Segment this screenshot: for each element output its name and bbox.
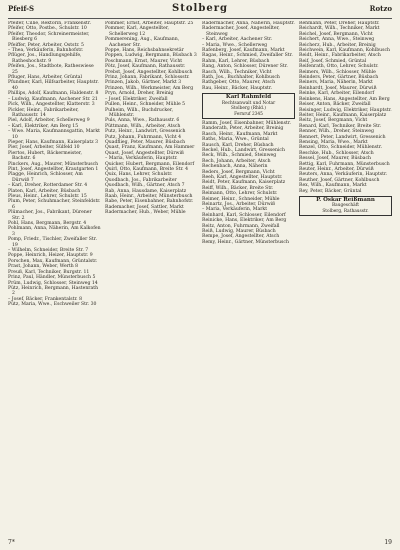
directory-entry: Puls, Anna, Wwe., Rathausstr. 6 bbox=[105, 118, 180, 124]
directory-entry: Rau, Heinr., Bäcker, Hauptstr. bbox=[202, 85, 273, 91]
directory-entry: Preuß, Karl, Techniker, Burgstr. 11 bbox=[8, 269, 90, 275]
advertisement-box bbox=[202, 93, 295, 119]
directory-entry: Prinzen, Wilh., Werkmeister, Am Berg bbox=[105, 85, 194, 91]
directory-entry: Reckel, Hub., Landwirt, Gressenich bbox=[202, 147, 285, 153]
directory-entry: Reichert, Anna, Wwe., Steinweg bbox=[299, 37, 375, 43]
directory-entry: Pinckers, Aug., Maurer, Münsterbusch bbox=[8, 161, 99, 167]
directory-entry: Pfluger, Hans, Arbeiter, Grüntal bbox=[8, 75, 83, 81]
directory-entry: Phillips, Adolf, Kaufmann, Haldenstr. 8 bbox=[8, 91, 99, 97]
directory-entry: Pryn, Arnold, Dreher, Breinig bbox=[105, 91, 174, 97]
directory-entry: Rath, Jos., Buchhalter, Kohlbusch bbox=[202, 75, 280, 81]
directory-entry: Rab, Anna, Hausdame, Kaiserplatz bbox=[105, 188, 187, 194]
directory-entry: Quicker, Hubert, Bergmann, Eilendorf bbox=[105, 161, 195, 167]
directory-entry: Reiff, Wilh., Bäcker, Breite Str. bbox=[202, 185, 274, 191]
advertisement-title: Karl Rahmfeld bbox=[225, 94, 272, 101]
directory-entry: Pieper, Hans, Kaufmann, Kaiserplatz 3 bbox=[8, 139, 99, 145]
directory-entry: Reinicke, Hans, Elektriker, Am Berg bbox=[202, 218, 287, 224]
directory-entry: – Wilhelm, Schneider, Breite Str. 7 bbox=[8, 248, 89, 254]
directory-columns bbox=[8, 21, 392, 534]
directory-entry: Ramm, Josef, Eisenbahner, Mühlenstr. bbox=[202, 120, 291, 126]
directory-entry: – Karl, Elektriker, Am Berg 15 bbox=[8, 123, 79, 129]
directory-entry: Reichardt, Wilh., Techniker, Markt bbox=[299, 26, 380, 32]
directory-entry: Reiser, Anton, Bäcker, Zweifall bbox=[299, 102, 371, 108]
directory-entry: Rech, Johann, Arbeiter, Atsch bbox=[202, 158, 271, 164]
directory-entry: – Maria, Verkäuferin, Markt bbox=[202, 207, 268, 213]
directory-entry: Rensing, Maria, Wwe., Markt bbox=[299, 139, 368, 145]
directory-entry: Pflüger, Jos., Handlungsgehilfe, Ratheshochstr. 9 bbox=[8, 53, 82, 64]
directory-entry: Pomp, Friedr., Tischler, Zweifaller Str. 19 bbox=[8, 237, 97, 248]
directory-entry: Ressel, Josef, Maurer, Büsbach bbox=[299, 156, 371, 162]
directory-entry: – Maria, Verkäuferin, Hauptstr. bbox=[105, 156, 178, 162]
advertisement-box bbox=[299, 196, 392, 216]
directory-entry: Reimer, Heinr., Schneider, Mühle bbox=[202, 196, 280, 202]
directory-entry: Remy, Heinr., Gärtner, Münsterbusch bbox=[202, 239, 289, 245]
directory-entry: Reck, Wilh., Schmied, Steinweg bbox=[202, 153, 277, 159]
directory-entry: Putz, Johann, Fuhrmann, Vicht 4 bbox=[105, 134, 182, 140]
directory-entry: Rey, Peter, Bäcker, Grüntal bbox=[299, 188, 362, 194]
directory-entry: Reuters, Anna, Verkäuferin, Hauptstr. bbox=[299, 172, 388, 178]
directory-entry: Renard, Karl, Techniker, Breite Str. bbox=[299, 123, 382, 129]
directory-entry: Quadflieg, Peter, Maurer, Büsbach bbox=[105, 139, 186, 145]
directory-entry: Pleus, Heinr., Lehrer, Schulstr. 15 bbox=[8, 194, 87, 199]
directory-entry: Randerath, Peter, Arbeiter, Breinig bbox=[202, 126, 284, 132]
advertisement-line: Stolberg, Rathausstr. bbox=[322, 208, 369, 214]
advertisement-line: Fernruf 2345 bbox=[234, 111, 263, 117]
directory-entry: Reidt, Heinr., Fabrikarbeiter, Atsch bbox=[299, 53, 381, 59]
directory-entry: Pickler, Heinr., Fabrikarbeiter, Rathausstr. 14 bbox=[8, 107, 79, 118]
directory-entry: Reeh, Karl, Angestellter, Hauptstr. bbox=[202, 174, 283, 180]
directory-entry: Reiners, Maria, Näherin, Markt bbox=[299, 80, 373, 86]
directory-entry: Pfeifer, Otto, Postbe., Schulstr. 10 bbox=[8, 26, 87, 32]
directory-entry: Pütz, Heinrich, Bergmann, Hastenrath 2 bbox=[8, 285, 99, 297]
directory-entry: Prebst, Josef, Angestellter, Kohlbusch bbox=[105, 69, 193, 75]
directory-entry: Porschen, Max, Kaufmann, Grüntalstr. bbox=[8, 258, 98, 264]
directory-entry: Pfundner, Karl, Hilfsarbeiter, Hauptstr. 40 bbox=[8, 80, 99, 91]
directory-entry: Reimann, Otto, Lehrer, Schulstr. bbox=[202, 191, 278, 197]
directory-entry: Quodbach, Jos., Fabrikarbeiter bbox=[105, 177, 177, 183]
directory-entry: Pötz, Josef, Kaufmann, Rathausstr. bbox=[105, 64, 186, 70]
directory-entry: Quodbach, Wilh., Gärtner, Atsch 7 bbox=[105, 183, 185, 189]
column-4 bbox=[299, 21, 392, 534]
directory-entry: Raab, Heinr., Arbeiter, Münsterbusch bbox=[105, 194, 193, 199]
directory-entry: Rang, Anton, Schlosser, Dürener Str. bbox=[202, 64, 288, 70]
directory-entry: Prüm, Ludwig, Schlosser, Steinweg 14 bbox=[8, 280, 98, 286]
directory-entry: – Karl, Dreher, Rotterdamer Str. 4 bbox=[8, 183, 88, 189]
directory-entry: Prast, Johann, Weber, Werth 8 bbox=[8, 264, 79, 270]
footer-signature-mark: 7* bbox=[8, 539, 15, 546]
directory-entry: Rahm, Karl, Lehrer, Büsbach bbox=[202, 58, 270, 64]
page-number: 19 bbox=[384, 539, 392, 546]
directory-entry: Rehmann, Peter, Dreher, Hauptstr. bbox=[299, 21, 380, 26]
directory-entry: – Josef, Bäcker, Frankentalstr. 8 bbox=[8, 296, 83, 302]
directory-entry: Reichel, Josef, Bergmann, Vicht bbox=[299, 31, 373, 37]
directory-entry: Reichwein, Karl, Kaufmann, Kohlbusch bbox=[299, 48, 390, 54]
column-3 bbox=[202, 21, 295, 534]
directory-entry: Quast, Josef, Angestellter, Dürwiß bbox=[105, 150, 185, 156]
page-footer bbox=[8, 536, 392, 546]
directory-entry: Prinzen, Jakob, Gärtner, Markt 3 bbox=[105, 80, 182, 86]
directory-entry: Rex, Wilh., Kaufmann, Markt bbox=[299, 183, 367, 189]
directory-entry: Reiter, Heinr., Kaufmann, Kaiserplatz bbox=[299, 112, 387, 118]
directory-entry: Rasch, Heinr., Kaufmann, Markt bbox=[202, 131, 278, 137]
advertisement-line: Rechtsanwalt und Notar bbox=[221, 100, 276, 106]
directory-entry: Rasch, Wilh., Techniker, Vicht bbox=[202, 69, 272, 75]
directory-entry: Reschke, Hub., Schlosser, Atsch bbox=[299, 150, 374, 156]
directory-entry: – Karl, Arbeiter, Aachener Str. bbox=[202, 37, 273, 43]
directory-entry: Pommerening, Aug., Kaufmann, Aachener Str. bbox=[105, 37, 180, 48]
directory-entry: Plagge, Heinrich, Schlosser, Am Dürwiß 7 bbox=[8, 172, 83, 183]
directory-entry: Rafenberg, Josef, Kaufmann, Markt bbox=[202, 48, 285, 54]
directory-entry: Radermacher, Anna, Näherin, Hauptstr. bbox=[202, 21, 295, 26]
directory-entry: – Wwe. Maria, Kaufmannsgattin, Markt 10 bbox=[8, 129, 101, 140]
directory-entry: Reifenrath, Otto, Lehrer, Schulstr. bbox=[299, 64, 379, 70]
header-rule bbox=[8, 18, 392, 19]
directory-entry: Reinkens, Hans, Angestellter, Am Berg bbox=[299, 96, 390, 102]
directory-entry: Pint, Josef, Angestellter, Krautgarten 1 bbox=[8, 166, 99, 172]
directory-entry: Pullen, Heinr., Schneider, Mühle 5 bbox=[105, 102, 186, 108]
directory-entry: Pfeifer, Theodor, Schreinermeister, Biesberg 6 bbox=[8, 31, 90, 43]
directory-entry: Rettig, Karl, Fuhrmann, Münsterbusch bbox=[299, 161, 390, 167]
directory-entry: Plum, Peter, Schuhmacher, Steinfeldstr. 6 bbox=[8, 199, 101, 210]
directory-entry: Pommer, Karl, Angestellter, Schellerweg 12 bbox=[105, 26, 169, 37]
directory-entry: Renzel, Otto, Schneider, Mühlenstr. bbox=[299, 145, 383, 151]
directory-entry: – Thea, Verkäuferin, Bahnhofstr. bbox=[8, 48, 84, 54]
directory-entry: Reinhardt, Josef, Maurer, Dürwiß bbox=[299, 85, 377, 91]
directory-entry: – Maria, Wwe., Schellerweg bbox=[202, 42, 268, 48]
page-header bbox=[8, 4, 392, 18]
header-left-guide: Pfeif-S bbox=[8, 4, 35, 13]
directory-entry: Rausch, Karl, Dreher, Büsbach bbox=[202, 142, 274, 148]
directory-entry: Poppen, Ludwig, Bergmann, Büsbach 3 bbox=[105, 53, 197, 59]
directory-entry: Pier, Josef, Arbeiter, Sülfeld 10 bbox=[8, 145, 80, 151]
directory-entry: Reif, Josef, Schmied, Grüntal bbox=[299, 58, 367, 64]
directory-entry: Reders, Josef, Bergmann, Vicht bbox=[202, 169, 275, 175]
header-right-guide: Rotzo bbox=[369, 4, 392, 13]
directory-entry: Poppe, Heinrich, Heizer, Hauptstr. 9 bbox=[8, 253, 93, 259]
page-title: Stolberg bbox=[172, 3, 228, 14]
advertisement-title: P. Oskar Reißmann bbox=[316, 197, 375, 203]
directory-entry: Quast, Franz, Kaufmann, Am Hammer bbox=[105, 145, 195, 151]
directory-entry: Püttmann, Wilh., Arbeiter, Atsch bbox=[105, 123, 181, 129]
directory-entry: Pfeiffer, Peter, Arbeiter, Oststr. 5 bbox=[8, 42, 84, 48]
directory-entry: Reicherz, Hub., Arbeiter, Breinig bbox=[299, 42, 376, 48]
directory-entry: Renner, Wilh., Dreher, Steinweg bbox=[299, 129, 374, 135]
directory-entry: Reimers, Wilh., Schlosser, Mühle bbox=[299, 69, 376, 75]
directory-entry: Piertos, Hubert, Bäckermeister, Bachstr. 6 bbox=[8, 150, 82, 162]
directory-entry: Radermacher, Josef, Angestellter, Steinweg bbox=[202, 26, 280, 37]
directory-entry: Raths, Maria, Wwe., Grüntal bbox=[202, 137, 269, 143]
column-1 bbox=[8, 21, 101, 534]
directory-entry: Radermacher, Hub., Weber, Mühle bbox=[105, 210, 186, 216]
directory-entry: Reinhard, Karl, Schlosser, Eilendorf bbox=[202, 212, 286, 218]
directory-entry: Putz, Heinr., Landwirt, Gressenich bbox=[105, 129, 186, 135]
directory-entry: Reitz, Anton, Fuhrmann, Zweifall bbox=[202, 223, 280, 229]
directory-entry: Quirl, Otto, Kaufmann, Breite Str. 4 bbox=[105, 166, 188, 172]
directory-entry: Reiß, Ludwig, Maurer, Büsbach bbox=[202, 229, 276, 235]
directory-entry: – Josef, Elektriker, Zweifall bbox=[105, 96, 168, 102]
directory-entry: Pfeifen, Jos., Stadtbote, Ratheswiese 25 bbox=[8, 64, 94, 75]
directory-entry: Ragas, Heinr., Schmied, Zweifaller Str. bbox=[202, 53, 293, 59]
directory-entry: Reinders, Peter, Gärtner, Büsbach bbox=[299, 75, 379, 81]
directory-entry: Reitz, Josef, Bergmann, Vicht bbox=[299, 118, 368, 124]
directory-entry: Rennert, Peter, Landwirt, Gressenich bbox=[299, 134, 386, 140]
directory-entry: Reuter, Heinr., Arbeiter, Dürwiß bbox=[299, 166, 374, 172]
directory-entry: Pfeifer, Cillie, Rektorin, Frankenstr. bbox=[8, 21, 92, 26]
directory-entry: Reidt, Peter, Kaufmann, Kaiserplatz bbox=[202, 180, 286, 186]
directory-entry: Poppe, Hans, Reichsbahnsekretär bbox=[105, 48, 184, 54]
directory-entry: Rabe, Peter, Eisenbahner, Bahnhofstr. bbox=[105, 199, 194, 205]
directory-entry: Plümacher, Jos., Fabrikant, Dürener Str. 2 bbox=[8, 210, 92, 221]
directory-entry: Reinartz, Jos., Arbeiter, Dürwiß bbox=[202, 202, 276, 207]
directory-entry: Platen, Karl, Arbeiter, Büsbach bbox=[8, 188, 81, 194]
directory-entry: Rempe, Josef, Angestellter, Atsch bbox=[202, 234, 280, 240]
directory-entry: Prinz, Paul, Händler, Münsterbusch 5 bbox=[8, 275, 96, 281]
directory-entry: Pohl, Hans, Bergmann, Bergstr. 4 bbox=[8, 221, 87, 227]
directory-entry: Reuther, Josef, Gärtner, Kohlbusch bbox=[299, 177, 380, 183]
directory-entry: Reisinger, Ludwig, Elektriker, Hauptstr. bbox=[299, 107, 392, 113]
directory-entry: Rathgeber, Otto, Maurer, Atsch bbox=[202, 80, 276, 86]
column-2 bbox=[105, 21, 198, 534]
directory-entry: – Ludwig, Kaufmann, Aachener Str. 21 bbox=[8, 96, 98, 102]
directory-entry: Pulheim, Wilh., Buchdrucker, Mühlenstr. bbox=[105, 107, 174, 118]
directory-entry: Piel, Adolf, Arbeiter, Schellerweg 9 bbox=[8, 118, 90, 124]
advertisement-line: Baugeschäft bbox=[331, 203, 360, 209]
directory-entry: Pohlmann, Anna, Näherin, Am Kalkofen 3 bbox=[8, 226, 101, 237]
advertisement-line: Stolberg (Rhld.) bbox=[231, 106, 266, 112]
directory-entry: Poschmann, Ernst, Maurer, Vicht bbox=[105, 58, 183, 64]
directory-entry: Reinke, Karl, Arbeiter, Eilendorf bbox=[299, 91, 375, 97]
directory-entry: Pütz, Maria, Wwe., Eschweiler Str. 30 bbox=[8, 302, 97, 308]
directory-entry: Pommer, Ernst, Arbeiter, Hauptstr. 25 bbox=[105, 21, 194, 26]
directory-entry: Rademacher, Josef, Sattler, Markt bbox=[105, 204, 184, 210]
directory-entry: Prinz, Johann, Fabrikant, Schlossstr. bbox=[105, 75, 190, 81]
directory-entry: Rechenbach, Anna, Näherin bbox=[202, 164, 268, 170]
directory-entry: Pick, Wilh., Angestellter, Klatterstr. 3 bbox=[8, 102, 95, 108]
directory-entry: Quix, Hans, Lehrer, Schulstr. bbox=[105, 172, 173, 178]
